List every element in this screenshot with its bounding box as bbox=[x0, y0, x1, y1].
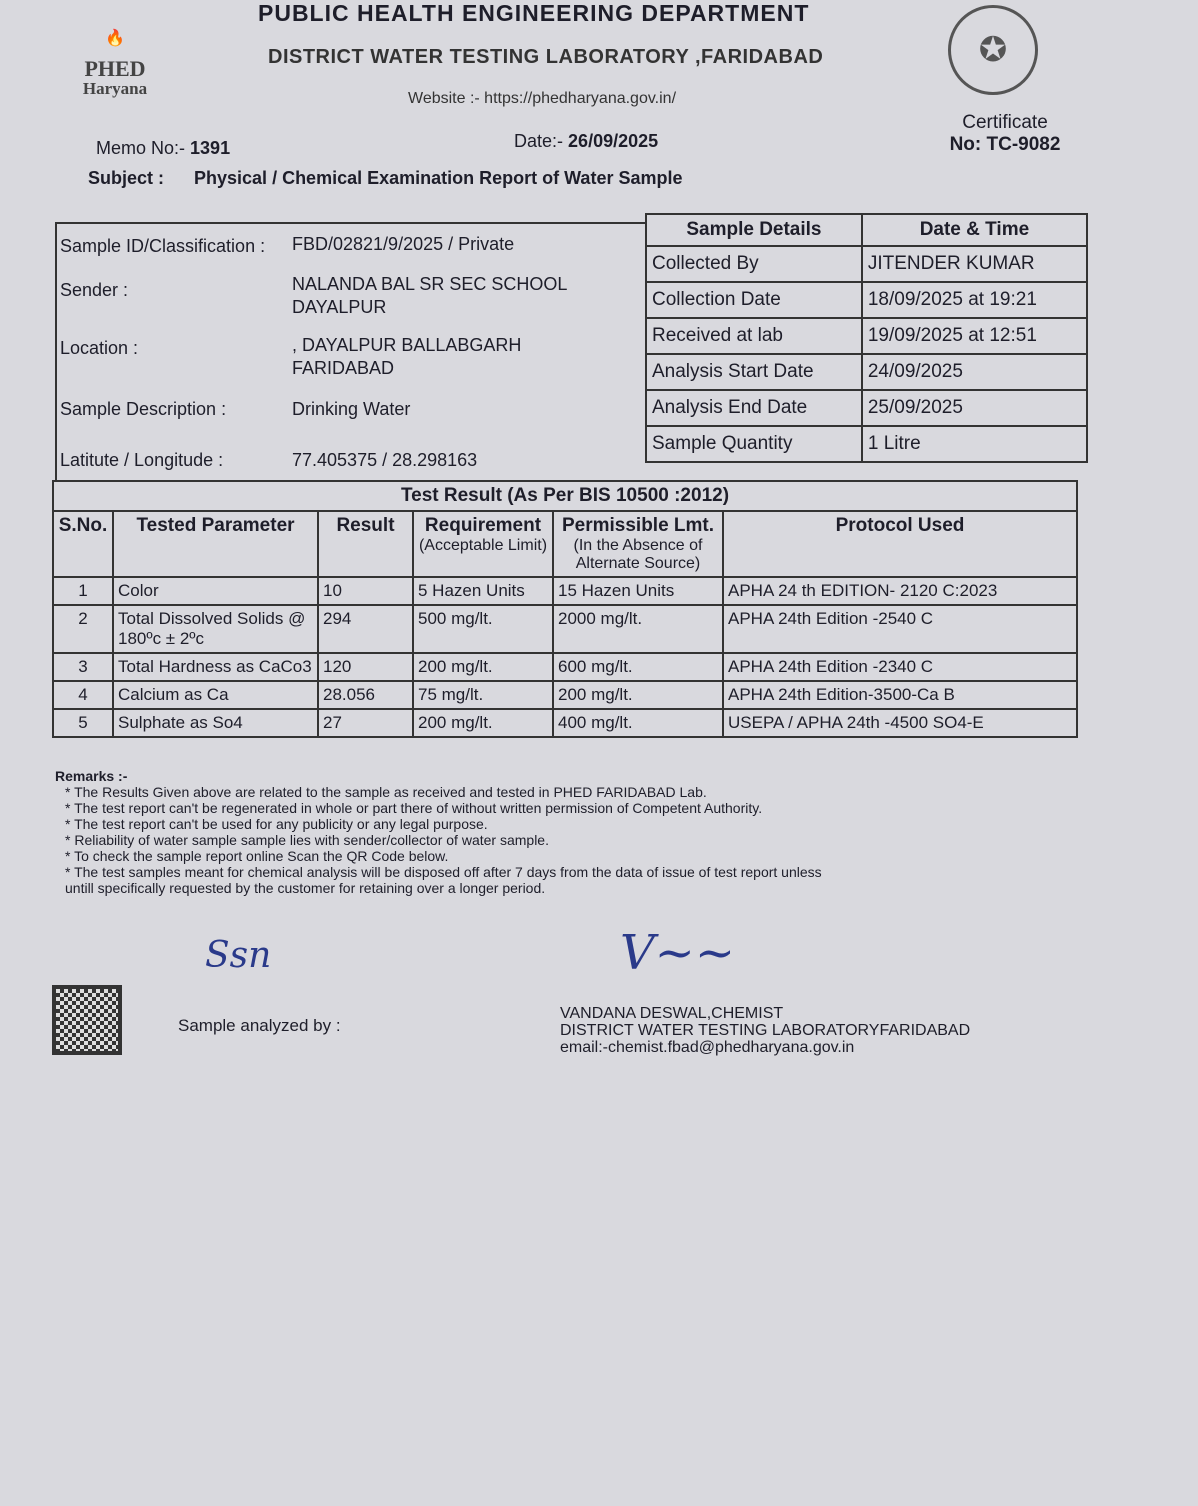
result-row bbox=[53, 577, 1077, 605]
sample-detail-row bbox=[646, 426, 1087, 462]
header-protocol: Protocol Used bbox=[723, 511, 1077, 577]
cell-protocol: USEPA / APHA 24th -4500 SO4-E bbox=[723, 709, 1077, 737]
flame-icon: 🔥 bbox=[105, 30, 125, 47]
cell-sno: 4 bbox=[53, 681, 113, 709]
cell-parameter: Color bbox=[113, 577, 318, 605]
date-label: Date:- bbox=[514, 131, 564, 151]
latlon: 77.405375 / 28.298163 bbox=[292, 450, 478, 470]
chemist-name: VANDANA DESWAL,CHEMIST bbox=[560, 1005, 784, 1022]
header-sample-details: Sample Details bbox=[646, 214, 862, 246]
header-permissible bbox=[553, 511, 723, 577]
logo-sub: Haryana bbox=[82, 79, 148, 98]
cell-permissible: 15 Hazen Units bbox=[553, 577, 723, 605]
result-row bbox=[53, 709, 1077, 737]
description: Drinking Water bbox=[292, 399, 411, 419]
chemist-lab: DISTRICT WATER TESTING LABORATORYFARIDABAD bbox=[560, 1022, 971, 1039]
cell-parameter: Total Hardness as CaCo3 bbox=[113, 653, 318, 681]
chemist-email[interactable]: email:-chemist.fbad@phedharyana.gov.in bbox=[560, 1039, 855, 1056]
location-line-1: , DAYALPUR BALLABGARH bbox=[292, 335, 522, 355]
req-sub: (Acceptable Limit) bbox=[418, 537, 548, 554]
remark-item: * The test report can't be used for any publicity or any legal purpose. bbox=[65, 816, 488, 832]
detail-label: Sample Quantity bbox=[646, 426, 862, 462]
remark-item: * The test samples meant for chemical analysis will be disposed off after 7 days from the data of issue of test report unless untill specifically requested by the customer for retaining over a longer period. bbox=[65, 864, 822, 896]
cell-result: 28.056 bbox=[318, 681, 413, 709]
cell-permissible: 200 mg/lt. bbox=[553, 681, 723, 709]
cell-result: 10 bbox=[318, 577, 413, 605]
certificate-label: Certificate bbox=[962, 112, 1048, 133]
description-label: Sample Description : bbox=[60, 399, 227, 419]
certificate-no bbox=[935, 112, 1075, 156]
chemist-signature: V~~ bbox=[620, 925, 736, 981]
detail-value: 24/09/2025 bbox=[862, 354, 1087, 390]
detail-label: Analysis End Date bbox=[646, 390, 862, 426]
sender-label: Sender : bbox=[60, 280, 129, 300]
cell-requirement: 500 mg/lt. bbox=[413, 605, 553, 653]
remark-item: * The Results Given above are related to the sample as received and tested in PHED FARIDABAD Lab. bbox=[65, 784, 707, 800]
detail-value: 1 Litre bbox=[862, 426, 1087, 462]
cell-protocol: APHA 24th Edition-3500-Ca B bbox=[723, 681, 1077, 709]
cell-parameter: Calcium as Ca bbox=[113, 681, 318, 709]
req-label: Requirement bbox=[424, 515, 542, 536]
certificate-value: No: TC-9082 bbox=[949, 134, 1061, 155]
report-date bbox=[514, 131, 658, 152]
detail-value: 19/09/2025 at 12:51 bbox=[862, 318, 1087, 354]
cell-requirement: 75 mg/lt. bbox=[413, 681, 553, 709]
sample-info bbox=[55, 222, 645, 480]
remark-item: * Reliability of water sample sample lies with sender/collector of water sample. bbox=[65, 832, 549, 848]
detail-value: 18/09/2025 at 19:21 bbox=[862, 282, 1087, 318]
header-date-time: Date & Time bbox=[862, 214, 1087, 246]
cell-result: 120 bbox=[318, 653, 413, 681]
detail-label: Collection Date bbox=[646, 282, 862, 318]
cell-parameter: Sulphate as So4 bbox=[113, 709, 318, 737]
header-sno: S.No. bbox=[53, 511, 113, 577]
qr-code[interactable] bbox=[52, 985, 122, 1055]
sample-detail-row bbox=[646, 354, 1087, 390]
results-title: Test Result (As Per BIS 10500 :2012) bbox=[53, 481, 1077, 511]
cell-permissible: 600 mg/lt. bbox=[553, 653, 723, 681]
result-row bbox=[53, 653, 1077, 681]
header-result: Result bbox=[318, 511, 413, 577]
sender-line-1: NALANDA BAL SR SEC SCHOOL bbox=[292, 274, 568, 294]
detail-label: Received at lab bbox=[646, 318, 862, 354]
cell-result: 294 bbox=[318, 605, 413, 653]
sender-line-2: DAYALPUR bbox=[292, 297, 387, 317]
sample-detail-row bbox=[646, 246, 1087, 282]
phed-logo bbox=[60, 28, 170, 96]
sample-id-label: Sample ID/Classification : bbox=[60, 236, 266, 256]
detail-value: JITENDER KUMAR bbox=[862, 246, 1087, 282]
remarks bbox=[55, 768, 835, 896]
memo-label: Memo No:- bbox=[96, 138, 186, 158]
sample-id: FBD/02821/9/2025 / Private bbox=[292, 234, 515, 254]
date-value: 26/09/2025 bbox=[568, 131, 659, 151]
header-param: Tested Parameter bbox=[113, 511, 318, 577]
perm-sub: (In the Absence of Alternate Source) bbox=[573, 537, 703, 572]
memo-value: 1391 bbox=[190, 138, 231, 158]
detail-label: Collected By bbox=[646, 246, 862, 282]
cell-permissible: 2000 mg/lt. bbox=[553, 605, 723, 653]
chemist-block bbox=[560, 1005, 970, 1056]
cell-protocol: APHA 24 th EDITION- 2120 C:2023 bbox=[723, 577, 1077, 605]
memo-no bbox=[96, 138, 230, 159]
result-row bbox=[53, 681, 1077, 709]
cell-protocol: APHA 24th Edition -2540 C bbox=[723, 605, 1077, 653]
location-label: Location : bbox=[60, 338, 139, 358]
remark-item: * To check the sample report online Scan the QR Code below. bbox=[65, 848, 449, 864]
sample-detail-row bbox=[646, 282, 1087, 318]
cell-requirement: 5 Hazen Units bbox=[413, 577, 553, 605]
remarks-title: Remarks :- bbox=[55, 768, 128, 784]
sample-detail-row bbox=[646, 390, 1087, 426]
logo-text: PHED bbox=[84, 56, 146, 81]
subject-value: Physical / Chemical Examination Report of Water Sample bbox=[194, 168, 683, 188]
detail-label: Analysis Start Date bbox=[646, 354, 862, 390]
cell-protocol: APHA 24th Edition -2340 C bbox=[723, 653, 1077, 681]
sample-detail-row bbox=[646, 318, 1087, 354]
website: Website :- https://phedharyana.gov.in/ bbox=[408, 90, 677, 107]
subject-label: Subject : bbox=[88, 168, 165, 188]
result-row bbox=[53, 605, 1077, 653]
analyzed-by-label: Sample analyzed by : bbox=[178, 1016, 341, 1035]
cell-sno: 3 bbox=[53, 653, 113, 681]
detail-value: 25/09/2025 bbox=[862, 390, 1087, 426]
cell-sno: 2 bbox=[53, 605, 113, 653]
analyst-signature: Ssn bbox=[205, 935, 272, 976]
perm-label: Permissible Lmt. bbox=[561, 515, 715, 536]
cell-result: 27 bbox=[318, 709, 413, 737]
cell-sno: 1 bbox=[53, 577, 113, 605]
header-requirement bbox=[413, 511, 553, 577]
emblem-seal-icon: ✪ bbox=[948, 5, 1038, 95]
cell-parameter: Total Dissolved Solids @ 180ºc ± 2ºc bbox=[113, 605, 318, 653]
department-title: PUBLIC HEALTH ENGINEERING DEPARTMENT bbox=[258, 0, 810, 26]
subject bbox=[88, 168, 683, 189]
remark-item: * The test report can't be regenerated in whole or part there of without written permission of Competent Authority. bbox=[65, 800, 763, 816]
location-line-2: FARIDABAD bbox=[292, 358, 395, 378]
cell-sno: 5 bbox=[53, 709, 113, 737]
lab-title: DISTRICT WATER TESTING LABORATORY ,FARIDABAD bbox=[268, 46, 824, 68]
cell-requirement: 200 mg/lt. bbox=[413, 653, 553, 681]
latlon-label: Latitute / Longitude : bbox=[60, 450, 224, 470]
cell-permissible: 400 mg/lt. bbox=[553, 709, 723, 737]
test-results-table bbox=[52, 480, 1078, 738]
cell-requirement: 200 mg/lt. bbox=[413, 709, 553, 737]
sample-details-table bbox=[645, 213, 1088, 463]
